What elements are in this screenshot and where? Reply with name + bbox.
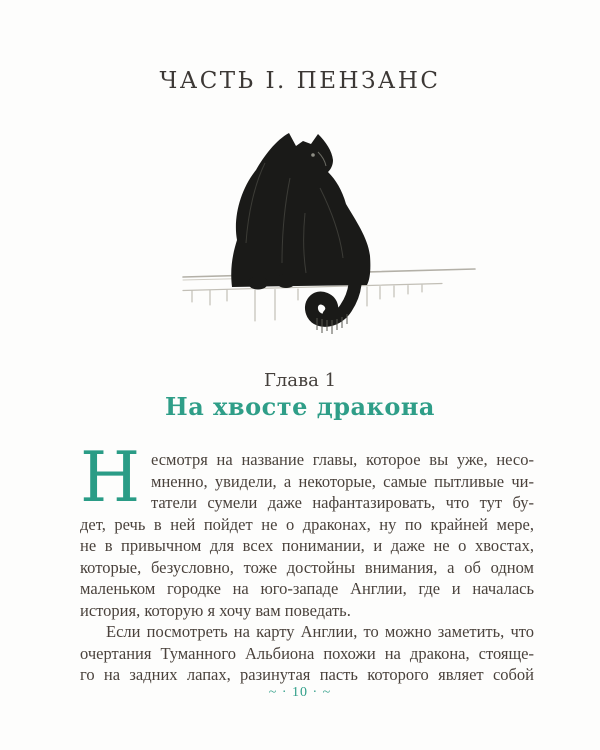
body-text: [80, 438, 534, 686]
chapter-title: На хвосте дракона: [165, 392, 435, 421]
paragraph-1-lines: [80, 438, 534, 621]
paragraph-2: [80, 621, 534, 686]
text-line: не в привычном для всех понимании, и даже не о хвостах,: [80, 536, 534, 555]
text-line: есмотря на название главы, которое вы уже, несо-: [151, 450, 534, 469]
part-title: ЧАСТЬ I. ПЕНЗАНС: [159, 68, 441, 94]
cat-illustration-svg: [170, 118, 480, 338]
text-line: мненно, увидели, а некоторые, самые пытливые чи-: [151, 471, 534, 491]
chapter-label: Глава 1: [263, 370, 337, 391]
cat-eye: [311, 153, 315, 157]
page-number: ~ · 10 · ~: [268, 685, 332, 700]
drop-cap: Н: [80, 438, 141, 518]
text-line: го на задних лапах, разинутая пасть которого являет собой: [80, 665, 534, 684]
text-line: татели сумели даже нафантазировать, что тут бу-: [151, 493, 534, 512]
text-line: маленьком городке на юго-западе Англии, где и началась: [80, 579, 534, 598]
paragraph-1: [80, 438, 534, 621]
text-line: история, которую я хочу вам поведать.: [80, 600, 351, 620]
text-line: очертания Туманного Альбиона похожи на дракона, стояще-: [80, 643, 534, 663]
text-line: которые, безусловно, тоже достойны внимания, а об одном: [80, 557, 534, 577]
text-line: Если посмотреть на карту Англии, то можно заметить, что: [106, 622, 534, 641]
text-line: дет, речь в ней пойдет не о драконах, ну по крайней мере,: [80, 514, 534, 534]
black-cat-on-fence-illustration: [170, 118, 480, 338]
